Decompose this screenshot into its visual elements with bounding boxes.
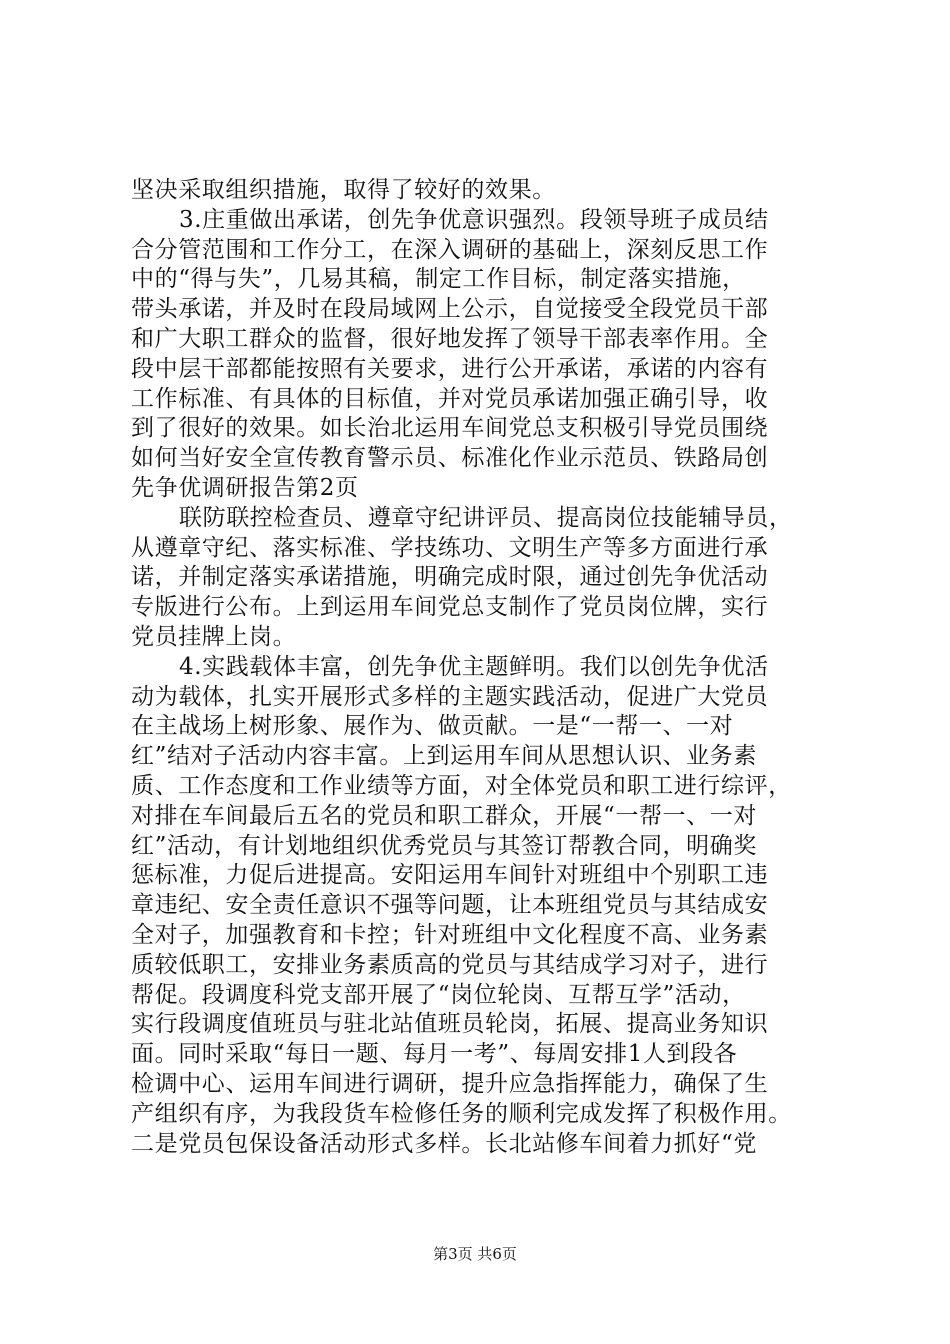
text-line: 诺，并制定落实承诺措施，明确完成时限，通过创先争优活动 [131,564,769,591]
text-line: 检调中心、运用车间进行调研，提升应急指挥能力，确保了生 [131,1070,769,1097]
text-line: 动为载体，扎实开展形式多样的主题实践活动，促进广大党员 [131,683,769,710]
text-line: 红”活动，有计划地组织优秀党员与其签订帮教合同，明确奖 [131,832,757,859]
text-line: 质、工作态度和工作业绩等方面，对全体党员和职工进行综评， [131,772,792,799]
text-line: 章违纪、安全责任意识不强等问题，让本班组党员与其结成安 [131,892,769,919]
text-line: 坚决采取组织措施，取得了较好的效果。 [131,177,556,203]
text-line: 3.庄重做出承诺，创先争优意识强烈。段领导班子成员结 [179,206,769,233]
text-line: 到了很好的效果。如长治北运用车间党总支积极引导党员围绕 [131,415,769,442]
text-line: 质较低职工，安排业务素质高的党员与其结成学习对子，进行 [131,951,769,978]
text-line: 先争优调研报告第2页 [131,474,359,501]
text-line: 合分管范围和工作分工，在深入调研的基础上，深刻反思工作 [131,236,769,263]
text-line: 联防联控检查员、遵章守纪讲评员、提高岗位技能辅导员， [179,504,793,531]
page-footer [0,1244,950,1264]
text-line: 带头承诺，并及时在段局域网上公示，自觉接受全段党员干部 [131,296,769,323]
text-line: 红”结对子活动内容丰富。上到运用车间从思想认识、业务素 [131,743,757,770]
text-line: 帮促。段调度科党支部开展了“岗位轮岗、互帮互学”活动， [131,981,746,1008]
text-line: 4.实践载体丰富，创先争优主题鲜明。我们以创先争优活 [179,653,769,680]
document-body [131,176,831,1159]
text-line: 如何当好安全宣传教育警示员、标准化作业示范员、铁路局创 [131,445,769,472]
text-line: 对排在车间最后五名的党员和职工群众，开展“一帮一、一对 [131,802,757,829]
text-line: 在主战场上树形象、展作为、做贡献。一是“一帮一、一对 [131,713,734,740]
text-line: 工作标准、有具体的目标值，并对党员承诺加强正确引导，收 [131,385,769,412]
text-line: 党员挂牌上岗。 [131,623,297,650]
text-line: 面。同时采取“每日一题、每月一考”、每周安排1人到段各 [131,1041,738,1068]
text-line: 专版进行公布。上到运用车间党总支制作了党员岗位牌，实行 [131,594,769,621]
text-line: 二是党员包保设备活动形式多样。长北站修车间着力抓好“党 [131,1130,757,1157]
text-line: 中的“得与失”，几易其稿，制定工作目标，制定落实措施， [131,266,746,293]
page-number-label: 第3页 共6页 [433,1245,517,1263]
text-line: 和广大职工群众的监督，很好地发挥了领导干部表率作用。全 [131,325,769,352]
text-line: 段中层干部都能按照有关要求，进行公开承诺，承诺的内容有 [131,355,769,382]
text-line: 全对子，加强教育和卡控；针对班组中文化程度不高、业务素 [131,921,769,948]
text-line: 产组织有序，为我段货车检修任务的顺利完成发挥了积极作用。 [131,1100,792,1127]
text-line: 惩标准，力促后进提高。安阳运用车间针对班组中个别职工违 [131,862,769,889]
text-line: 从遵章守纪、落实标准、学技练功、文明生产等多方面进行承 [131,534,769,561]
text-line: 实行段调度值班员与驻北站值班员轮岗，拓展、提高业务知识 [131,1011,769,1038]
